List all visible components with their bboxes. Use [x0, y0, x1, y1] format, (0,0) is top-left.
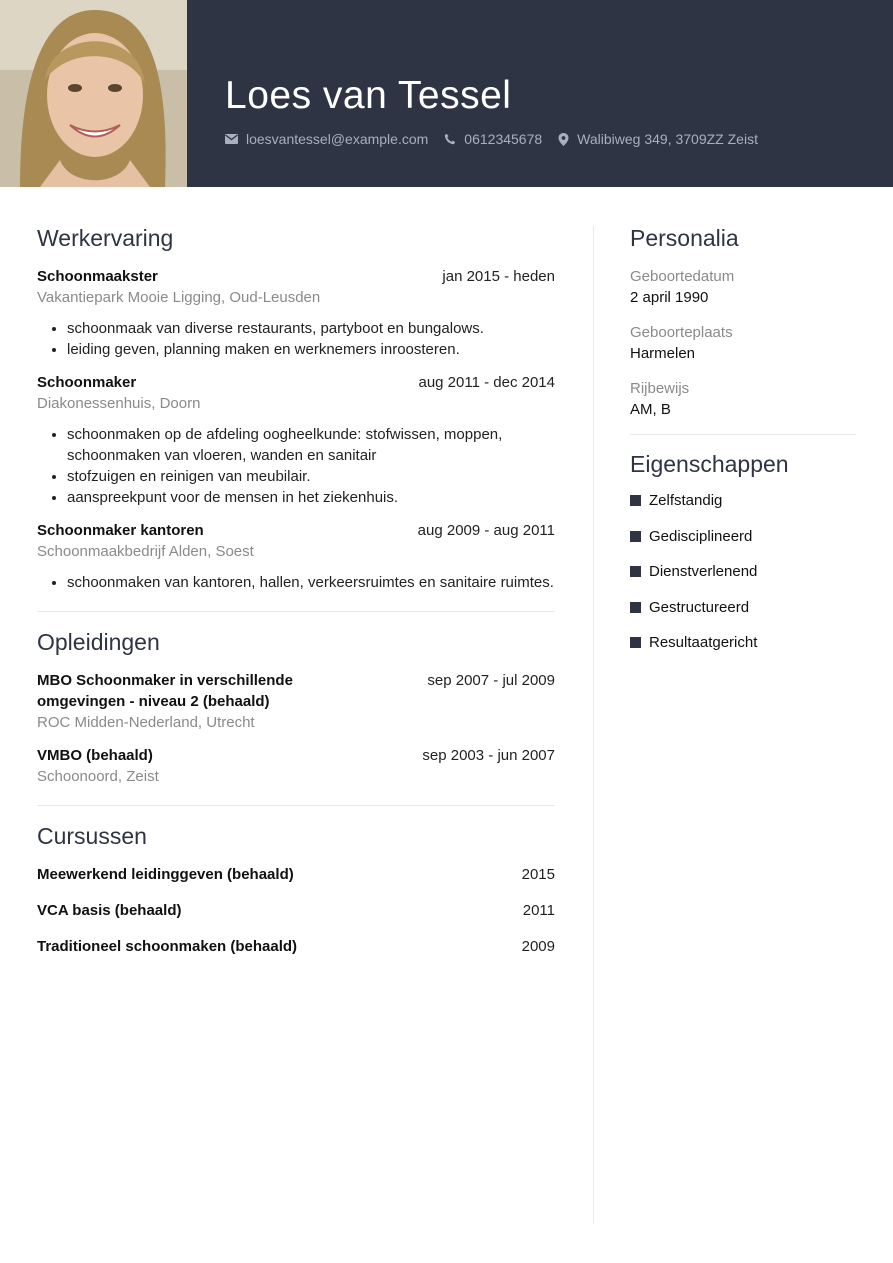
work-entry-date: aug 2011 - dec 2014 — [418, 374, 555, 391]
square-bullet-icon — [630, 637, 641, 648]
profile-photo-illustration — [0, 0, 187, 187]
education-entry-title: VMBO (behaald) — [37, 747, 153, 764]
course-item — [37, 864, 555, 885]
bullet-item: • schoonmaak van diverse restaurants, partyboot en bungalows. — [67, 318, 555, 339]
work-entry-date: jan 2015 - heden — [442, 268, 555, 285]
trait-label: Gestructureerd — [649, 598, 750, 616]
work-section — [37, 222, 555, 593]
personal-field-label: Geboorteplaats — [630, 324, 733, 341]
contact-phone — [444, 131, 542, 147]
course-title: VCA basis (behaald) — [37, 902, 182, 919]
work-entry-head — [37, 266, 555, 287]
section-divider — [630, 434, 856, 435]
work-entry-date: aug 2009 - aug 2011 — [417, 522, 555, 539]
work-section-title: Werkervaring — [37, 225, 174, 251]
bullet-item: • schoonmaken op de afdeling oogheelkunde: stofwissen, moppen, schoonmaken van vloeren, wanden en sanitair — [67, 424, 555, 466]
course-title: Meewerkend leidinggeven (behaald) — [37, 866, 294, 883]
courses-section-title: Cursussen — [37, 823, 147, 849]
education-entry-head — [37, 670, 555, 712]
main-column — [37, 222, 555, 972]
work-entry-bullets — [37, 424, 555, 508]
education-entry — [37, 745, 555, 787]
section-divider — [37, 611, 555, 612]
contact-address — [558, 131, 758, 147]
traits-section — [630, 448, 856, 653]
trait-item — [630, 526, 856, 547]
work-entry — [37, 266, 555, 360]
square-bullet-icon — [630, 531, 641, 542]
courses-section — [37, 820, 555, 957]
work-entry — [37, 372, 555, 508]
education-section — [37, 626, 555, 787]
trait-label: Gedisciplineerd — [649, 527, 753, 545]
education-entry-date: sep 2007 - jul 2009 — [427, 672, 555, 689]
personal-section — [630, 222, 856, 420]
personal-field-label: Rijbewijs — [630, 380, 690, 397]
column-divider — [593, 226, 594, 1224]
profile-photo — [0, 0, 187, 187]
bullet-item: • schoonmaken van kantoren, hallen, verkeersruimtes en sanitaire ruimtes. — [67, 572, 555, 593]
personal-section-title: Personalia — [630, 225, 739, 251]
bullet-item: • leiding geven, planning maken en werknemers inroosteren. — [67, 339, 555, 360]
course-title: Traditioneel schoonmaken (behaald) — [37, 938, 298, 955]
candidate-name: Loes van Tessel — [225, 74, 512, 117]
work-entry-org: Diakonessenhuis, Doorn — [37, 395, 201, 412]
phone-icon — [444, 133, 456, 145]
personal-field-value: 2 april 1990 — [630, 289, 709, 306]
contact-info — [225, 131, 774, 147]
trait-item — [630, 597, 856, 618]
education-entry-title: MBO Schoonmaker in verschillende omgevingen - niveau 2 (behaald) — [37, 672, 293, 710]
square-bullet-icon — [630, 495, 641, 506]
work-entry-head — [37, 520, 555, 541]
work-entry-title: Schoonmaakster — [37, 268, 158, 285]
work-entry-head — [37, 372, 555, 393]
personal-field-value: AM, B — [630, 401, 671, 418]
trait-item — [630, 561, 856, 582]
section-divider — [37, 805, 555, 806]
traits-section-title: Eigenschappen — [630, 451, 789, 477]
square-bullet-icon — [630, 602, 641, 613]
trait-label: Resultaatgericht — [649, 634, 758, 651]
personal-field-birthdate — [630, 266, 856, 308]
side-column — [630, 222, 856, 668]
mail-icon — [225, 134, 238, 144]
education-entry-org: Schoonoord, Zeist — [37, 768, 159, 785]
trait-label: Dienstverlenend — [649, 563, 758, 580]
work-entry-bullets — [37, 572, 555, 593]
personal-field-birthplace — [630, 322, 856, 364]
education-entry — [37, 670, 555, 733]
work-entry-bullets — [37, 318, 555, 360]
work-entry-title: Schoonmaker kantoren — [37, 522, 204, 539]
location-pin-icon — [558, 133, 569, 146]
bullet-item: • aanspreekpunt voor de mensen in het ziekenhuis. — [67, 487, 555, 508]
trait-item — [630, 632, 856, 653]
phone-text[interactable]: 0612345678 — [464, 131, 543, 147]
bullet-item: • stofzuigen en reinigen van meubilair. — [67, 466, 555, 487]
work-entry-org: Schoonmaakbedrijf Alden, Soest — [37, 543, 254, 560]
education-entry-date: sep 2003 - jun 2007 — [422, 747, 555, 764]
address-text: Walibiweg 349, 3709ZZ Zeist — [577, 131, 758, 147]
square-bullet-icon — [630, 566, 641, 577]
education-entry-head — [37, 745, 555, 766]
email-text[interactable]: loesvantessel@example.com — [246, 131, 429, 147]
course-item — [37, 900, 555, 921]
personal-field-label: Geboortedatum — [630, 268, 735, 285]
personal-field-license — [630, 378, 856, 420]
work-entry-title: Schoonmaker — [37, 374, 137, 391]
work-entry-org: Vakantiepark Mooie Ligging, Oud-Leusden — [37, 289, 321, 306]
course-year: 2009 — [521, 938, 555, 955]
course-item — [37, 936, 555, 957]
trait-label: Zelfstandig — [649, 492, 723, 509]
course-year: 2015 — [521, 866, 555, 883]
work-entry — [37, 520, 555, 593]
trait-item — [630, 490, 856, 511]
contact-email — [225, 131, 428, 147]
education-entry-org: ROC Midden-Nederland, Utrecht — [37, 714, 255, 731]
header-banner — [0, 0, 893, 187]
course-year: 2011 — [522, 902, 555, 919]
education-section-title: Opleidingen — [37, 629, 160, 655]
personal-field-value: Harmelen — [630, 345, 696, 362]
